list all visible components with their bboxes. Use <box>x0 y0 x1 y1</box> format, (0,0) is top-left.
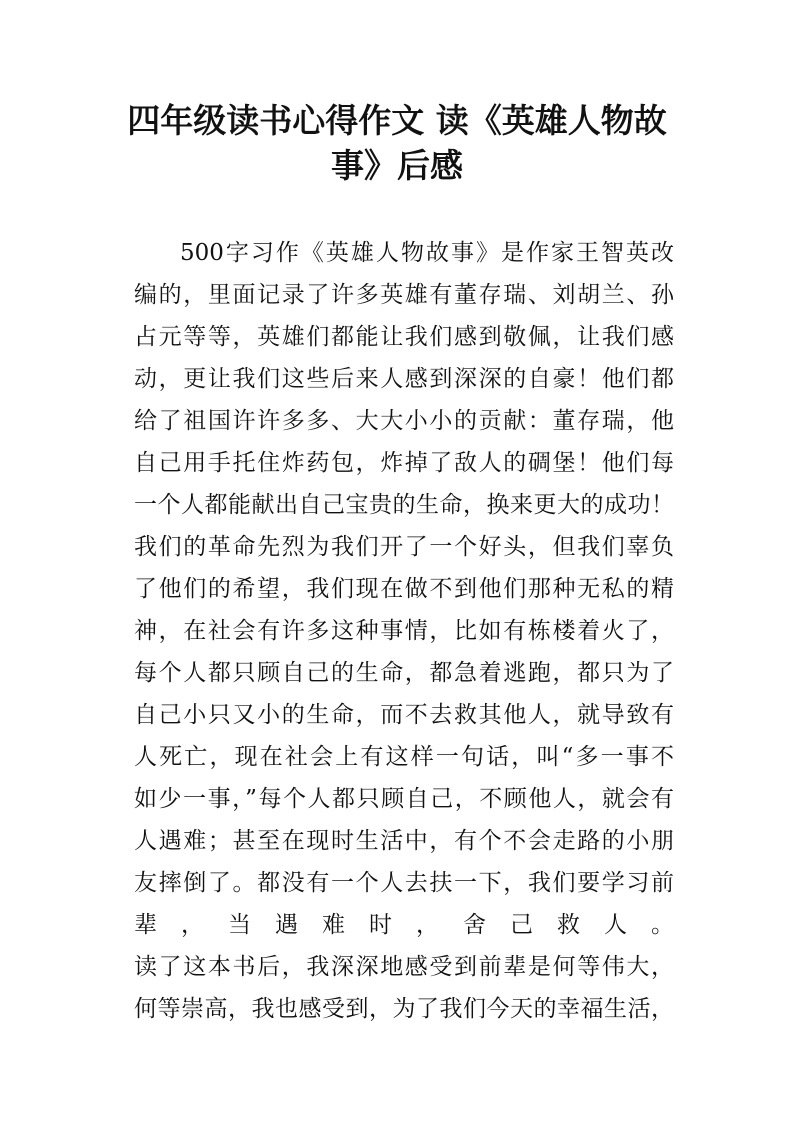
text-line: 人遇难；甚至在现时生活中，有个不会走路的小朋 <box>134 828 674 854</box>
text-line: 自己用手托住炸药包，炸掉了敌人的碉堡！他们每 <box>134 450 674 476</box>
title-line-2: 事》后感 <box>331 146 463 185</box>
text-line: 500字习作《英雄人物故事》是作家王智英改 <box>180 240 674 266</box>
text-line: 我们的革命先烈为我们开了一个好头，但我们辜负 <box>134 534 674 560</box>
text-line: 一个人都能献出自己宝贵的生命，换来更大的成功！ <box>134 492 674 518</box>
title-line-1: 四年级读书心得作文 读《英雄人物故 <box>127 101 667 140</box>
text-line: 神，在社会有许多这种事情，比如有栋楼着火了， <box>134 618 674 644</box>
text-line: 给了祖国许许多多、大大小小的贡献：董存瑞，他 <box>134 408 674 434</box>
text-line: 辈 ， 当 遇 难 时 ， 舍 己 救 人 。 <box>134 912 674 938</box>
text-line: 编的，里面记录了许多英雄有董存瑞、刘胡兰、孙 <box>134 282 674 308</box>
text-line: 了他们的希望，我们现在做不到他们那种无私的精 <box>134 576 674 602</box>
text-line: 自己小只又小的生命，而不去救其他人，就导致有 <box>134 702 674 728</box>
essay-body <box>134 232 674 1030</box>
text-line: 友摔倒了。都没有一个人去扶一下，我们要学习前 <box>134 870 674 896</box>
text-line: 如少一事，”每个人都只顾自己，不顾他人，就会有 <box>134 786 674 812</box>
text-line: 何等崇高，我也感受到，为了我们今天的幸福生活， <box>134 996 674 1022</box>
text-line: 动，更让我们这些后来人感到深深的自豪！他们都 <box>134 366 674 392</box>
text-line: 每个人都只顾自己的生命，都急着逃跑，都只为了 <box>134 660 674 686</box>
text-line: 占元等等，英雄们都能让我们感到敬佩，让我们感 <box>134 324 674 350</box>
text-line: 读了这本书后，我深深地感受到前辈是何等伟大， <box>134 954 674 980</box>
document-title <box>100 98 694 188</box>
text-line: 人死亡，现在社会上有这样一句话，叫“多一事不 <box>134 744 674 770</box>
